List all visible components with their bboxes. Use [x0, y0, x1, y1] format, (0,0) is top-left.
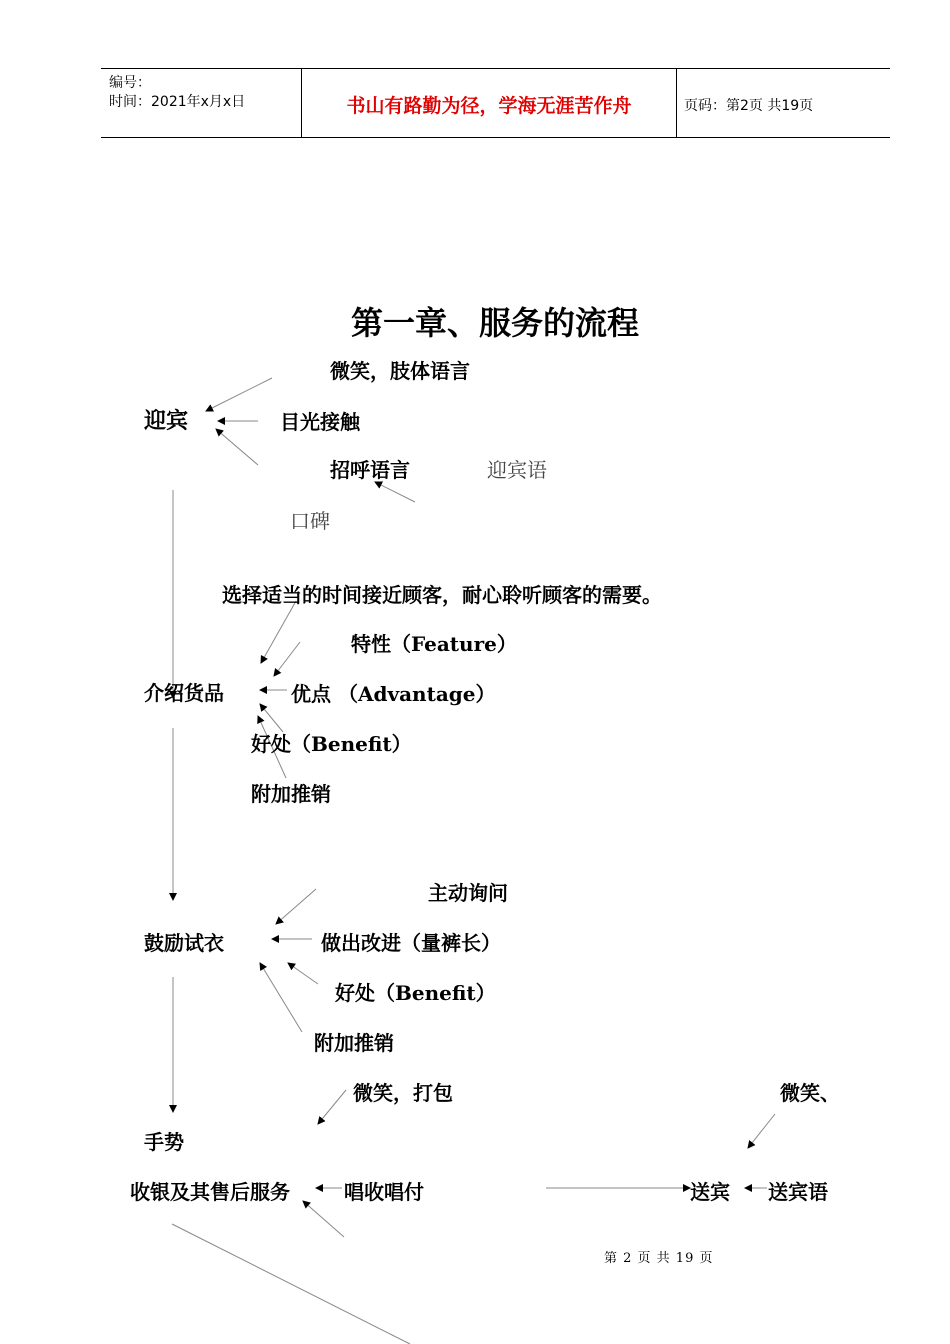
arrow-greeting-to-greet	[216, 429, 258, 465]
tryon-label: 鼓励试衣	[144, 931, 224, 955]
tryon-ask: 主动询问	[428, 881, 508, 905]
tryon-benefit: 好处（Benefit）	[335, 981, 496, 1005]
arrow-smile-to-farewell	[748, 1114, 775, 1148]
gesture-label: 手势	[144, 1130, 184, 1154]
tryon-alter: 做出改进（量裤长）	[321, 931, 501, 955]
checkout-sing: 唱收唱付	[344, 1180, 424, 1204]
greet-eye-contact: 目光接触	[280, 410, 360, 434]
greet-word-of-mouth: 口碑	[290, 509, 330, 533]
farewell-words: 送宾语	[768, 1180, 828, 1204]
arrow-benefit-to-tryon	[288, 963, 318, 984]
introduce-benefit: 好处（Benefit）	[251, 732, 412, 756]
greet-smile-body: 微笑，肢体语言	[330, 359, 470, 383]
introduce-label: 介绍货品	[144, 681, 224, 705]
arrow-words-to-greeting	[375, 482, 415, 502]
greet-greeting-lang: 招呼语言	[330, 458, 410, 482]
farewell-label: 送宾	[690, 1180, 730, 1204]
number-label: 编号：	[109, 75, 151, 91]
introduce-feature: 特性（Feature）	[351, 632, 517, 656]
greet-greeting-words: 迎宾语	[487, 458, 547, 482]
page-label: 页码：第2页 共19页	[684, 98, 814, 114]
arrow-lower-to-checkout	[303, 1201, 344, 1237]
farewell-smile: 微笑、	[780, 1081, 840, 1105]
gesture-smile-pack: 微笑，打包	[353, 1081, 453, 1105]
flow-continuation-line	[172, 1224, 410, 1344]
arrow-ask-to-tryon	[276, 889, 316, 924]
motto-text: 书山有路勤为径，学海无涯苦作舟	[346, 95, 632, 117]
arrow-pack-to-gesture	[318, 1090, 346, 1124]
tryon-addon: 附加推销	[314, 1031, 394, 1055]
arrow-feature-to-introduce	[274, 642, 300, 676]
introduce-advantage: 优点 （Advantage）	[291, 682, 496, 706]
approach-note: 选择适当的时间接近顾客，耐心聆听顾客的需要。	[222, 583, 662, 607]
introduce-addon: 附加推销	[251, 782, 331, 806]
page-footer: 第 2 页 共 19 页	[604, 1251, 714, 1266]
time-label: 时间：2021年x月x日	[109, 94, 246, 110]
arrow-addon-to-tryon	[260, 963, 302, 1032]
greet-label: 迎宾	[144, 408, 189, 434]
page-title: 第一章、服务的流程	[350, 304, 639, 342]
arrow-smile-to-greet	[206, 378, 272, 411]
checkout-label: 收银及其售后服务	[130, 1180, 290, 1204]
